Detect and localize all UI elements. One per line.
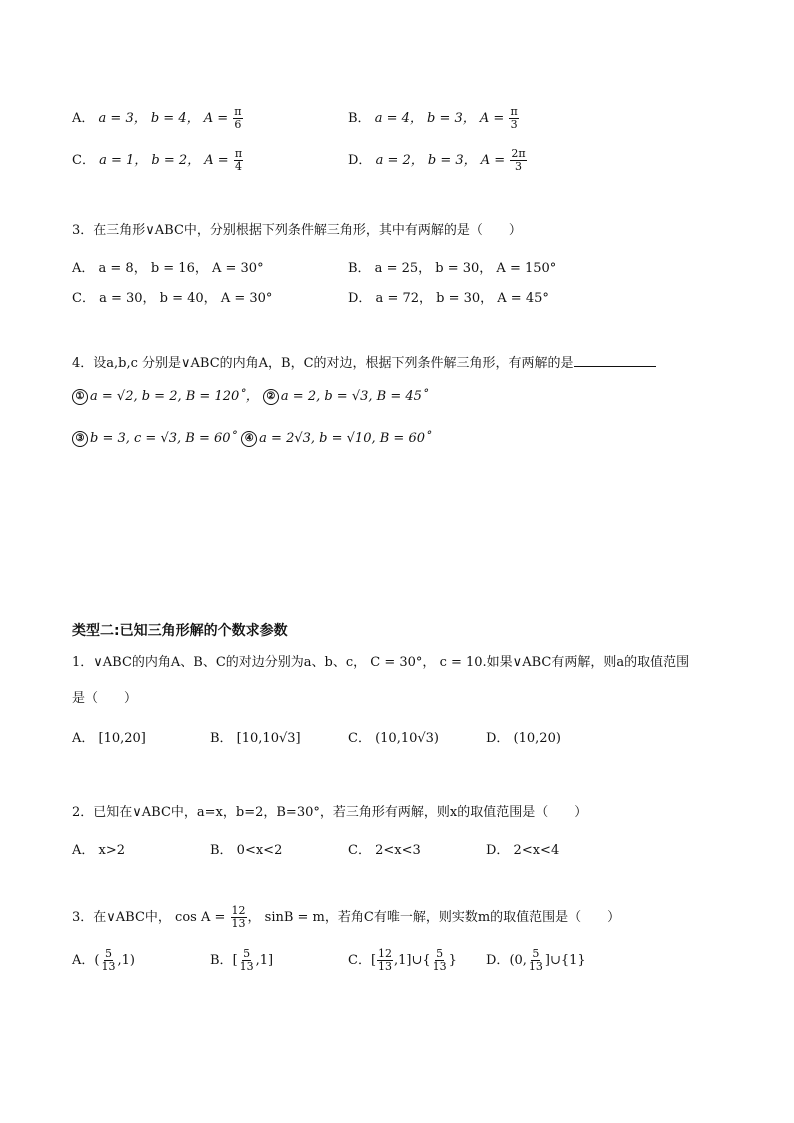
fraction-numerator: 5	[243, 947, 251, 960]
q-prev-option-d	[348, 148, 528, 173]
option-text: a = 4， b = 3， A =	[374, 111, 509, 126]
fraction	[377, 948, 393, 973]
fraction	[231, 905, 247, 930]
fraction-numerator: π	[234, 105, 242, 118]
t2-q3-stem	[72, 905, 620, 930]
fraction	[432, 948, 448, 973]
option-letter: A．	[72, 111, 95, 126]
t2-q3-option-d	[486, 948, 586, 973]
fraction-denominator: 13	[378, 960, 393, 973]
option-letter: B．	[210, 953, 233, 968]
t2-q2-option-c: C． 2<x<3	[348, 843, 421, 858]
fraction-denominator: 13	[101, 960, 116, 973]
option-letter: C．	[348, 953, 371, 968]
bracket: ]∪{1}	[544, 953, 586, 968]
q3-option-b: B． a = 25， b = 30， A = 150°	[348, 261, 557, 276]
t2-q3-option-c	[348, 948, 457, 973]
fraction-numerator: 5	[436, 947, 444, 960]
t2-q2-stem: 2．已知在∨ABC中，a=x，b=2，B=30°，若三角形有两解，则x的取值范围是（ ）	[72, 805, 588, 820]
fraction-denominator: 13	[239, 960, 254, 973]
t2-q1-stem-line1: 1．∨ABC的内角A、B、C的对边分别为a、b、c， C = 30°， c = 10.如果∨ABC有两解，则a的取值范围	[72, 655, 690, 670]
condition-1: a = √2, b = 2, B = 120˚，	[90, 389, 259, 404]
bracket: [	[370, 953, 377, 968]
q3-option-d: D． a = 72， b = 30， A = 45°	[348, 291, 549, 306]
q4-conditions-row1	[72, 388, 428, 406]
t2-q2-option-a: A． x>2	[72, 843, 126, 858]
q4-conditions-row2	[72, 430, 432, 448]
fraction-numerator: 5	[104, 947, 112, 960]
t2-q1-option-b: B． [10,10√3]	[210, 731, 301, 746]
q3-option-c: C． a = 30， b = 40， A = 30°	[72, 291, 273, 306]
fraction	[509, 106, 518, 131]
bracket: (	[94, 953, 100, 968]
fraction-numerator: 5	[532, 947, 540, 960]
option-letter: B．	[348, 111, 371, 126]
condition-3: b = 3, c = √3, B = 60˚	[90, 431, 238, 446]
bracket: ,1]	[255, 953, 274, 968]
t2-q1-option-c: C． (10,10√3)	[348, 731, 439, 746]
fraction	[233, 106, 242, 131]
option-letter: A．	[72, 953, 95, 968]
option-text: a = 3， b = 4， A =	[98, 111, 233, 126]
answer-blank[interactable]	[574, 354, 656, 367]
circled-number-1: ①	[72, 389, 88, 405]
fraction-denominator: 3	[510, 118, 518, 131]
q3-stem: 3．在三角形∨ABC中，分别根据下列条件解三角形，其中有两解的是（ ）	[72, 223, 522, 238]
fraction	[528, 948, 544, 973]
condition-2: a = 2, b = √3, B = 45˚	[280, 389, 429, 404]
fraction	[234, 148, 243, 173]
option-text: a = 2， b = 3， A =	[375, 153, 510, 168]
q-prev-option-c	[72, 148, 244, 173]
fraction-denominator: 13	[231, 917, 246, 930]
section-heading: 类型二:已知三角形解的个数求参数	[72, 623, 288, 639]
bracket: ,1)	[117, 953, 135, 968]
t2-q1-option-d: D． (10,20)	[486, 731, 561, 746]
t2-q1-stem-line2: 是（ ）	[72, 691, 138, 706]
fraction-denominator: 3	[514, 160, 522, 173]
bracket: (0,	[509, 953, 527, 968]
t2-q2-option-b: B． 0<x<2	[210, 843, 283, 858]
fraction-denominator: 6	[234, 118, 242, 131]
fraction	[239, 948, 255, 973]
fraction	[510, 148, 526, 173]
circled-number-4: ④	[241, 431, 257, 447]
t2-q3-option-b	[210, 948, 273, 973]
fraction	[100, 948, 116, 973]
q-prev-option-a	[72, 106, 244, 131]
option-letter: D．	[486, 953, 510, 968]
q-prev-option-b	[348, 106, 520, 131]
option-letter: C．	[72, 153, 95, 168]
fraction-denominator: 4	[234, 160, 242, 173]
fraction-denominator: 13	[432, 960, 447, 973]
circled-number-3: ③	[72, 431, 88, 447]
fraction-numerator: 12	[231, 904, 246, 917]
condition-4: a = 2√3, b = √10, B = 60˚	[259, 431, 432, 446]
bracket: [	[232, 953, 238, 968]
stem-text-post: ， sinB = m，若角C有唯一解，则实数m的取值范围是（ ）	[247, 910, 621, 925]
t2-q1-option-a: A． [10,20]	[72, 731, 146, 746]
option-text: a = 1， b = 2， A =	[99, 153, 233, 168]
bracket: }	[448, 953, 457, 968]
fraction-denominator: 13	[528, 960, 543, 973]
fraction-numerator: 12	[378, 947, 393, 960]
fraction-numerator: 2π	[511, 147, 526, 160]
q4-stem	[72, 354, 656, 373]
t2-q3-option-a	[72, 948, 135, 973]
bracket: ,1]∪{	[394, 953, 431, 968]
option-letter: D．	[348, 153, 372, 168]
t2-q2-option-d: D． 2<x<4	[486, 843, 560, 858]
circled-number-2: ②	[263, 389, 279, 405]
stem-text-pre: 3．在∨ABC中， cos A =	[72, 910, 230, 925]
fraction-numerator: π	[234, 147, 243, 160]
q4-stem-text: 4．设a,b,c 分别是∨ABC的内角A，B，C的对边，根据下列条件解三角形，有两解的是	[72, 356, 574, 371]
q3-option-a: A． a = 8， b = 16， A = 30°	[72, 261, 264, 276]
fraction-numerator: π	[510, 105, 518, 118]
